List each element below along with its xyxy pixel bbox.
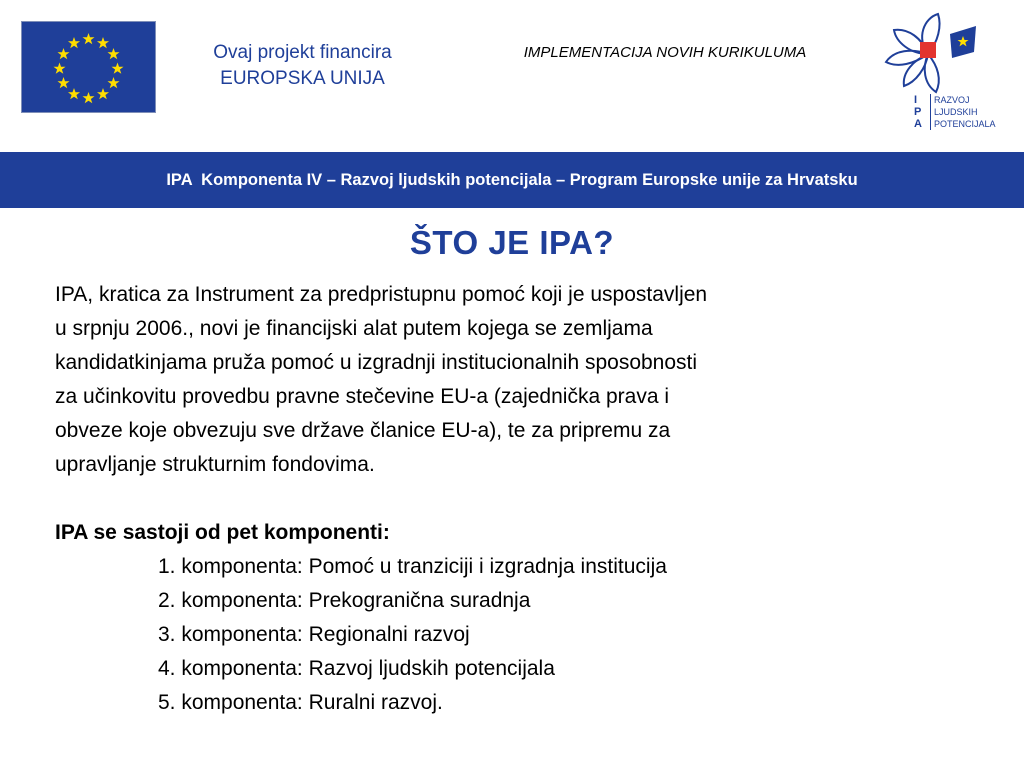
logo-words — [930, 94, 996, 130]
funding-note — [160, 40, 445, 92]
logo-word-1: RAZVOJ — [934, 95, 970, 105]
star-icon — [68, 37, 80, 48]
components-subheading: IPA se sastoji od pet komponenti: — [55, 521, 390, 544]
paragraph-line: za učinkovitu provedbu pravne stečevine EU-a (zajednička prava i — [55, 385, 669, 408]
star-icon — [108, 48, 120, 59]
paragraph-line: u srpnju 2006., novi je financijski alat putem kojega se zemljama — [55, 317, 653, 340]
main-content — [55, 278, 955, 720]
star-icon — [108, 77, 120, 88]
star-icon — [83, 92, 95, 103]
list-item: 3. komponenta: Regionalni razvoj — [158, 623, 470, 646]
pinwheel-icon — [876, 8, 986, 94]
star-icon — [112, 63, 124, 74]
paragraph-line: obveze koje obvezuju sve države članice EU-a), te za pripremu za — [55, 419, 671, 442]
implementation-title: IMPLEMENTACIJA NOVIH KURIKULUMA — [523, 44, 807, 61]
eu-flag-logo — [21, 21, 156, 113]
eu-stars-icon — [22, 22, 155, 112]
list-item: 4. komponenta: Razvoj ljudskih potencijala — [158, 657, 555, 680]
star-icon — [54, 63, 66, 74]
program-banner: IPA Komponenta IV – Razvoj ljudskih potencijala – Program Europske unije za Hrvatsku — [0, 152, 1024, 208]
list-item: 1. komponenta: Pomoć u tranziciji i izgradnja institucija — [158, 555, 667, 578]
paragraph-line: kandidatkinjama pruža pomoć u izgradnji institucionalnih sposobnosti — [55, 351, 698, 374]
star-icon — [97, 37, 109, 48]
paragraph-line: upravljanje strukturnim fondovima. — [55, 453, 375, 476]
logo-letter-i: I — [914, 94, 918, 106]
components-list — [55, 550, 955, 720]
ipa-logo — [876, 8, 996, 136]
star-icon — [68, 88, 80, 99]
paragraph-line: IPA, kratica za Instrument za predpristupnu pomoć koji je uspostavljen — [55, 283, 708, 306]
funding-line-1: Ovaj projekt financira — [213, 42, 392, 63]
logo-word-2: LJUDSKIH — [934, 107, 978, 117]
logo-word-3: POTENCIJALA — [934, 119, 996, 129]
logo-letter-a: A — [914, 118, 922, 130]
funding-line-2: EUROPSKA UNIJA — [220, 68, 385, 89]
star-icon — [58, 77, 70, 88]
star-icon — [97, 88, 109, 99]
logo-letter-p: P — [914, 106, 922, 118]
star-icon — [58, 48, 70, 59]
red-square-icon — [920, 42, 936, 58]
star-icon — [83, 33, 95, 44]
list-item: 5. komponenta: Ruralni razvoj. — [158, 691, 443, 714]
page-title: ŠTO JE IPA? — [409, 224, 615, 261]
logo-letters — [914, 94, 922, 130]
list-item: 2. komponenta: Prekogranična suradnja — [158, 589, 531, 612]
